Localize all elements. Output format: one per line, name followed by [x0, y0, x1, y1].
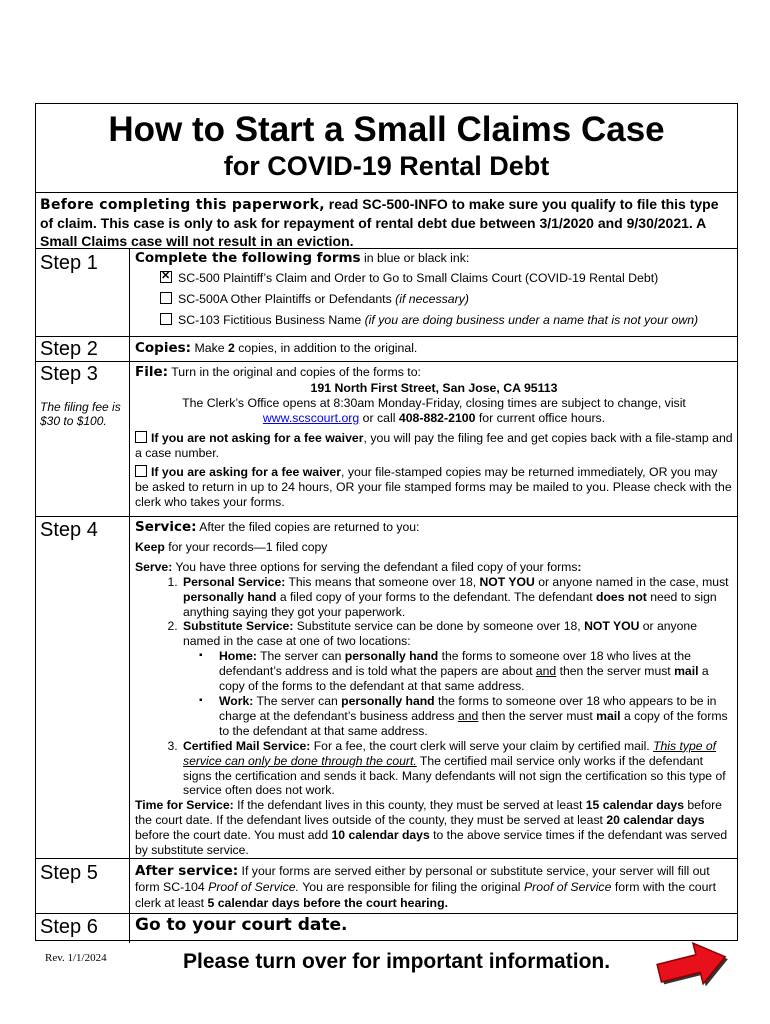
step-6-header: Go to your court date.	[135, 915, 348, 935]
page-title: How to Start a Small Claims Case	[108, 110, 665, 149]
step-5-text-b: You are responsible for filing the original	[299, 880, 524, 894]
serve-instruction	[135, 560, 733, 575]
home-text-d: a copy of the forms to the defendant at that same address.	[219, 664, 709, 694]
office-hours	[135, 396, 733, 426]
list-item	[217, 694, 733, 739]
work-hand: personally hand	[341, 693, 435, 708]
filing-fee-note: The filing fee is $30 to $100.	[40, 400, 121, 428]
court-address: 191 North First Street, San Jose, CA 95113	[310, 381, 558, 395]
turn-over-message: Please turn over for important information.	[183, 950, 611, 973]
copy-count: 2	[227, 341, 235, 355]
step-1-label-cell	[36, 249, 130, 336]
list-item	[181, 619, 733, 738]
home-and: and	[535, 664, 557, 679]
option-text: , you will pay the filing fee and get copies back with a file-stamp and a case number.	[135, 431, 733, 460]
step-1-label: Step 1	[40, 252, 98, 274]
step-2-label-cell	[36, 337, 130, 361]
personal-does-not: does not	[596, 589, 647, 604]
cert-text-a: For a fee, the court clerk will serve your claim by certified mail.	[310, 738, 654, 753]
option-title: Personal Service:	[183, 574, 286, 589]
checkbox-icon[interactable]	[160, 313, 172, 325]
step-2-text-end: copies, in addition to the original.	[234, 341, 418, 355]
step-3-label: Step 3	[40, 363, 98, 385]
proof-of-service-2: Proof of Service	[523, 880, 612, 894]
list-item	[181, 575, 733, 620]
option-text: , your file-stamped copies may be returned immediately, OR you may be asked to return in up to 24 hours, OR your file stamped forms may be mailed to you. Please check with the clerk who takes your forms.	[135, 465, 732, 509]
serve-label: Serve:	[135, 559, 173, 574]
step-6-label-cell	[36, 914, 130, 943]
cert-text-b: The certified mail service only works if the defendant signs the certification and sends it back. Many defendants will not sign the certification so this type of service often does not work.	[183, 753, 726, 798]
work-text-c: then the server must	[478, 708, 597, 723]
arrow-shape	[654, 936, 730, 993]
keep-text: for your records—1 filed copy	[164, 539, 328, 554]
hours-text-c: for current office hours.	[475, 411, 606, 425]
work-text-d: a copy of the forms to the defendant at that same address.	[219, 708, 728, 738]
sub-text-a: Substitute service can be done by someone over 18,	[293, 619, 585, 634]
serve-colon: :	[577, 559, 582, 574]
time-text-a: If the defendant lives in this county, they must be served at least	[233, 798, 586, 813]
step-4-label-cell	[36, 517, 130, 858]
form-item-label: SC-500A Other Plaintiffs or Defendants	[178, 292, 396, 306]
step-1-row	[36, 249, 737, 337]
home-hand: personally hand	[344, 649, 439, 664]
step-4-header: Service:	[135, 519, 197, 535]
step-5-header: After service:	[135, 863, 239, 879]
step-1-header: Complete the following forms	[135, 250, 361, 266]
checkbox-icon[interactable]	[135, 465, 147, 477]
time-label: Time for Service:	[135, 798, 234, 813]
proof-of-service: Proof of Service.	[208, 880, 300, 894]
court-phone: 408-882-2100	[398, 411, 476, 425]
keep-label: Keep	[135, 539, 165, 554]
home-text-a: The server can	[256, 649, 345, 664]
no-fee-waiver-option	[135, 431, 733, 461]
time-text-d: to the above service times if the defendant was served by substitute service.	[135, 828, 728, 858]
checked-box-icon[interactable]	[160, 271, 172, 283]
form-item-sc500[interactable]	[160, 271, 733, 286]
intro-text: read SC-500-INFO to make sure you qualify to file this type of claim. This case is only to ask for repayment of rental debt due between 3/1/2020 and 9/30/2021. A Small Claims case will not result in an eviction.	[40, 196, 719, 249]
personal-not-you: NOT YOU	[479, 574, 535, 589]
hours-text-b: or call	[359, 411, 399, 425]
sub-not-you: NOT YOU	[584, 619, 640, 634]
list-item	[217, 649, 733, 694]
page-subtitle: for COVID-19 Rental Debt	[223, 151, 550, 181]
substitute-locations-list	[183, 649, 733, 738]
work-and: and	[457, 708, 479, 723]
step-3-label-cell	[36, 362, 130, 516]
step-4-header-rest: After the filed copies are returned to you:	[196, 520, 420, 534]
work-text-a: The server can	[253, 693, 342, 708]
step-3-header: File:	[135, 364, 169, 380]
list-item	[181, 739, 733, 799]
form-item-label: SC-500 Plaintiff’s Claim and Order to Go to Small Claims Court (COVID-19 Rental Debt)	[178, 271, 659, 285]
step-2-text: Make	[191, 341, 228, 355]
work-text-b: the forms to someone over 18 who appears to be in charge at the defendant’s business address	[219, 693, 717, 723]
serve-text: You have three options for serving the defendant a filed copy of your forms	[172, 559, 578, 574]
fee-waiver-option	[135, 465, 733, 510]
time-10-days: 10 calendar days	[331, 828, 430, 843]
court-website-link[interactable]: www.scscourt.org	[262, 411, 360, 425]
cert-court-only: This type of service can only be done through the court.	[183, 738, 717, 768]
home-title: Home:	[219, 649, 257, 664]
checkbox-icon[interactable]	[160, 292, 172, 304]
step-6-label: Step 6	[40, 916, 98, 938]
option-title: If you are asking for a fee waiver	[151, 465, 341, 479]
time-20-days: 20 calendar days	[606, 813, 705, 828]
personal-text-d: need to sign anything saying they got your paperwork.	[183, 589, 717, 619]
checkbox-icon[interactable]	[135, 431, 147, 443]
step-3-row	[36, 362, 737, 517]
time-for-service	[135, 798, 733, 858]
step-2-row	[36, 337, 737, 362]
intro-lead: Before completing this paperwork,	[40, 197, 325, 213]
work-mail: mail	[596, 708, 621, 723]
hours-text: The Clerk’s Office opens at 8:30am Monday-Friday, closing times are subject to change, visit	[182, 396, 686, 410]
title-block	[36, 110, 737, 193]
work-title: Work:	[219, 693, 254, 708]
service-options-list	[135, 575, 733, 799]
sub-text-b: or anyone named in the case at one of two locations:	[183, 619, 697, 649]
personal-text-a: This means that someone over 18,	[285, 574, 480, 589]
form-item-label: SC-103 Fictitious Business Name	[178, 313, 365, 327]
revision-date: Rev. 1/1/2024	[45, 952, 107, 964]
step-5-text-c: form with the court clerk at least	[135, 880, 716, 910]
personal-text-c: a filed copy of your forms to the defendant. The defendant	[276, 589, 597, 604]
step-1-header-rest: in blue or black ink:	[360, 251, 470, 265]
option-title: If you are not asking for a fee waiver	[151, 431, 364, 445]
home-text-b: the forms to someone over 18 who lives at the defendant’s address and is told what the papers are about	[219, 649, 691, 679]
time-15-days: 15 calendar days	[585, 798, 684, 813]
personal-hand: personally hand	[183, 589, 277, 604]
form-item-note: (if you are doing business under a name that is not your own)	[364, 313, 699, 327]
form-item-sc103[interactable]	[160, 313, 733, 328]
step-6-row	[36, 914, 737, 943]
step-4-row	[36, 517, 737, 859]
step-5-row	[36, 859, 737, 914]
step-5-label-cell	[36, 859, 130, 913]
keep-instruction	[135, 540, 733, 555]
document-frame	[35, 103, 738, 941]
intro-notice	[36, 193, 737, 249]
step-4-label: Step 4	[40, 519, 98, 541]
option-title: Substitute Service:	[183, 619, 294, 634]
option-title: Certified Mail Service:	[183, 738, 311, 753]
time-text-b: before the court date. If the defendant lives outside of the county, they must be served at least	[135, 798, 722, 828]
home-mail: mail	[674, 664, 699, 679]
home-text-c: then the server must	[556, 664, 675, 679]
step-5-deadline: 5 calendar days before the court hearing.	[207, 896, 448, 910]
step-5-text-a: If your forms are served either by personal or substitute service, your server will fill out form SC-104	[135, 864, 710, 894]
form-item-note: (if necessary)	[395, 292, 469, 306]
personal-text-b: or anyone named in the case, must	[534, 574, 729, 589]
step-2-header: Copies:	[135, 340, 192, 356]
time-text-c: before the court date. You must add	[135, 828, 332, 843]
form-item-sc500a[interactable]	[160, 292, 733, 307]
arrow-right-icon	[652, 934, 732, 994]
step-3-text: Turn in the original and copies of the forms to:	[168, 365, 421, 379]
step-5-label: Step 5	[40, 862, 98, 884]
step-2-label: Step 2	[40, 338, 98, 360]
